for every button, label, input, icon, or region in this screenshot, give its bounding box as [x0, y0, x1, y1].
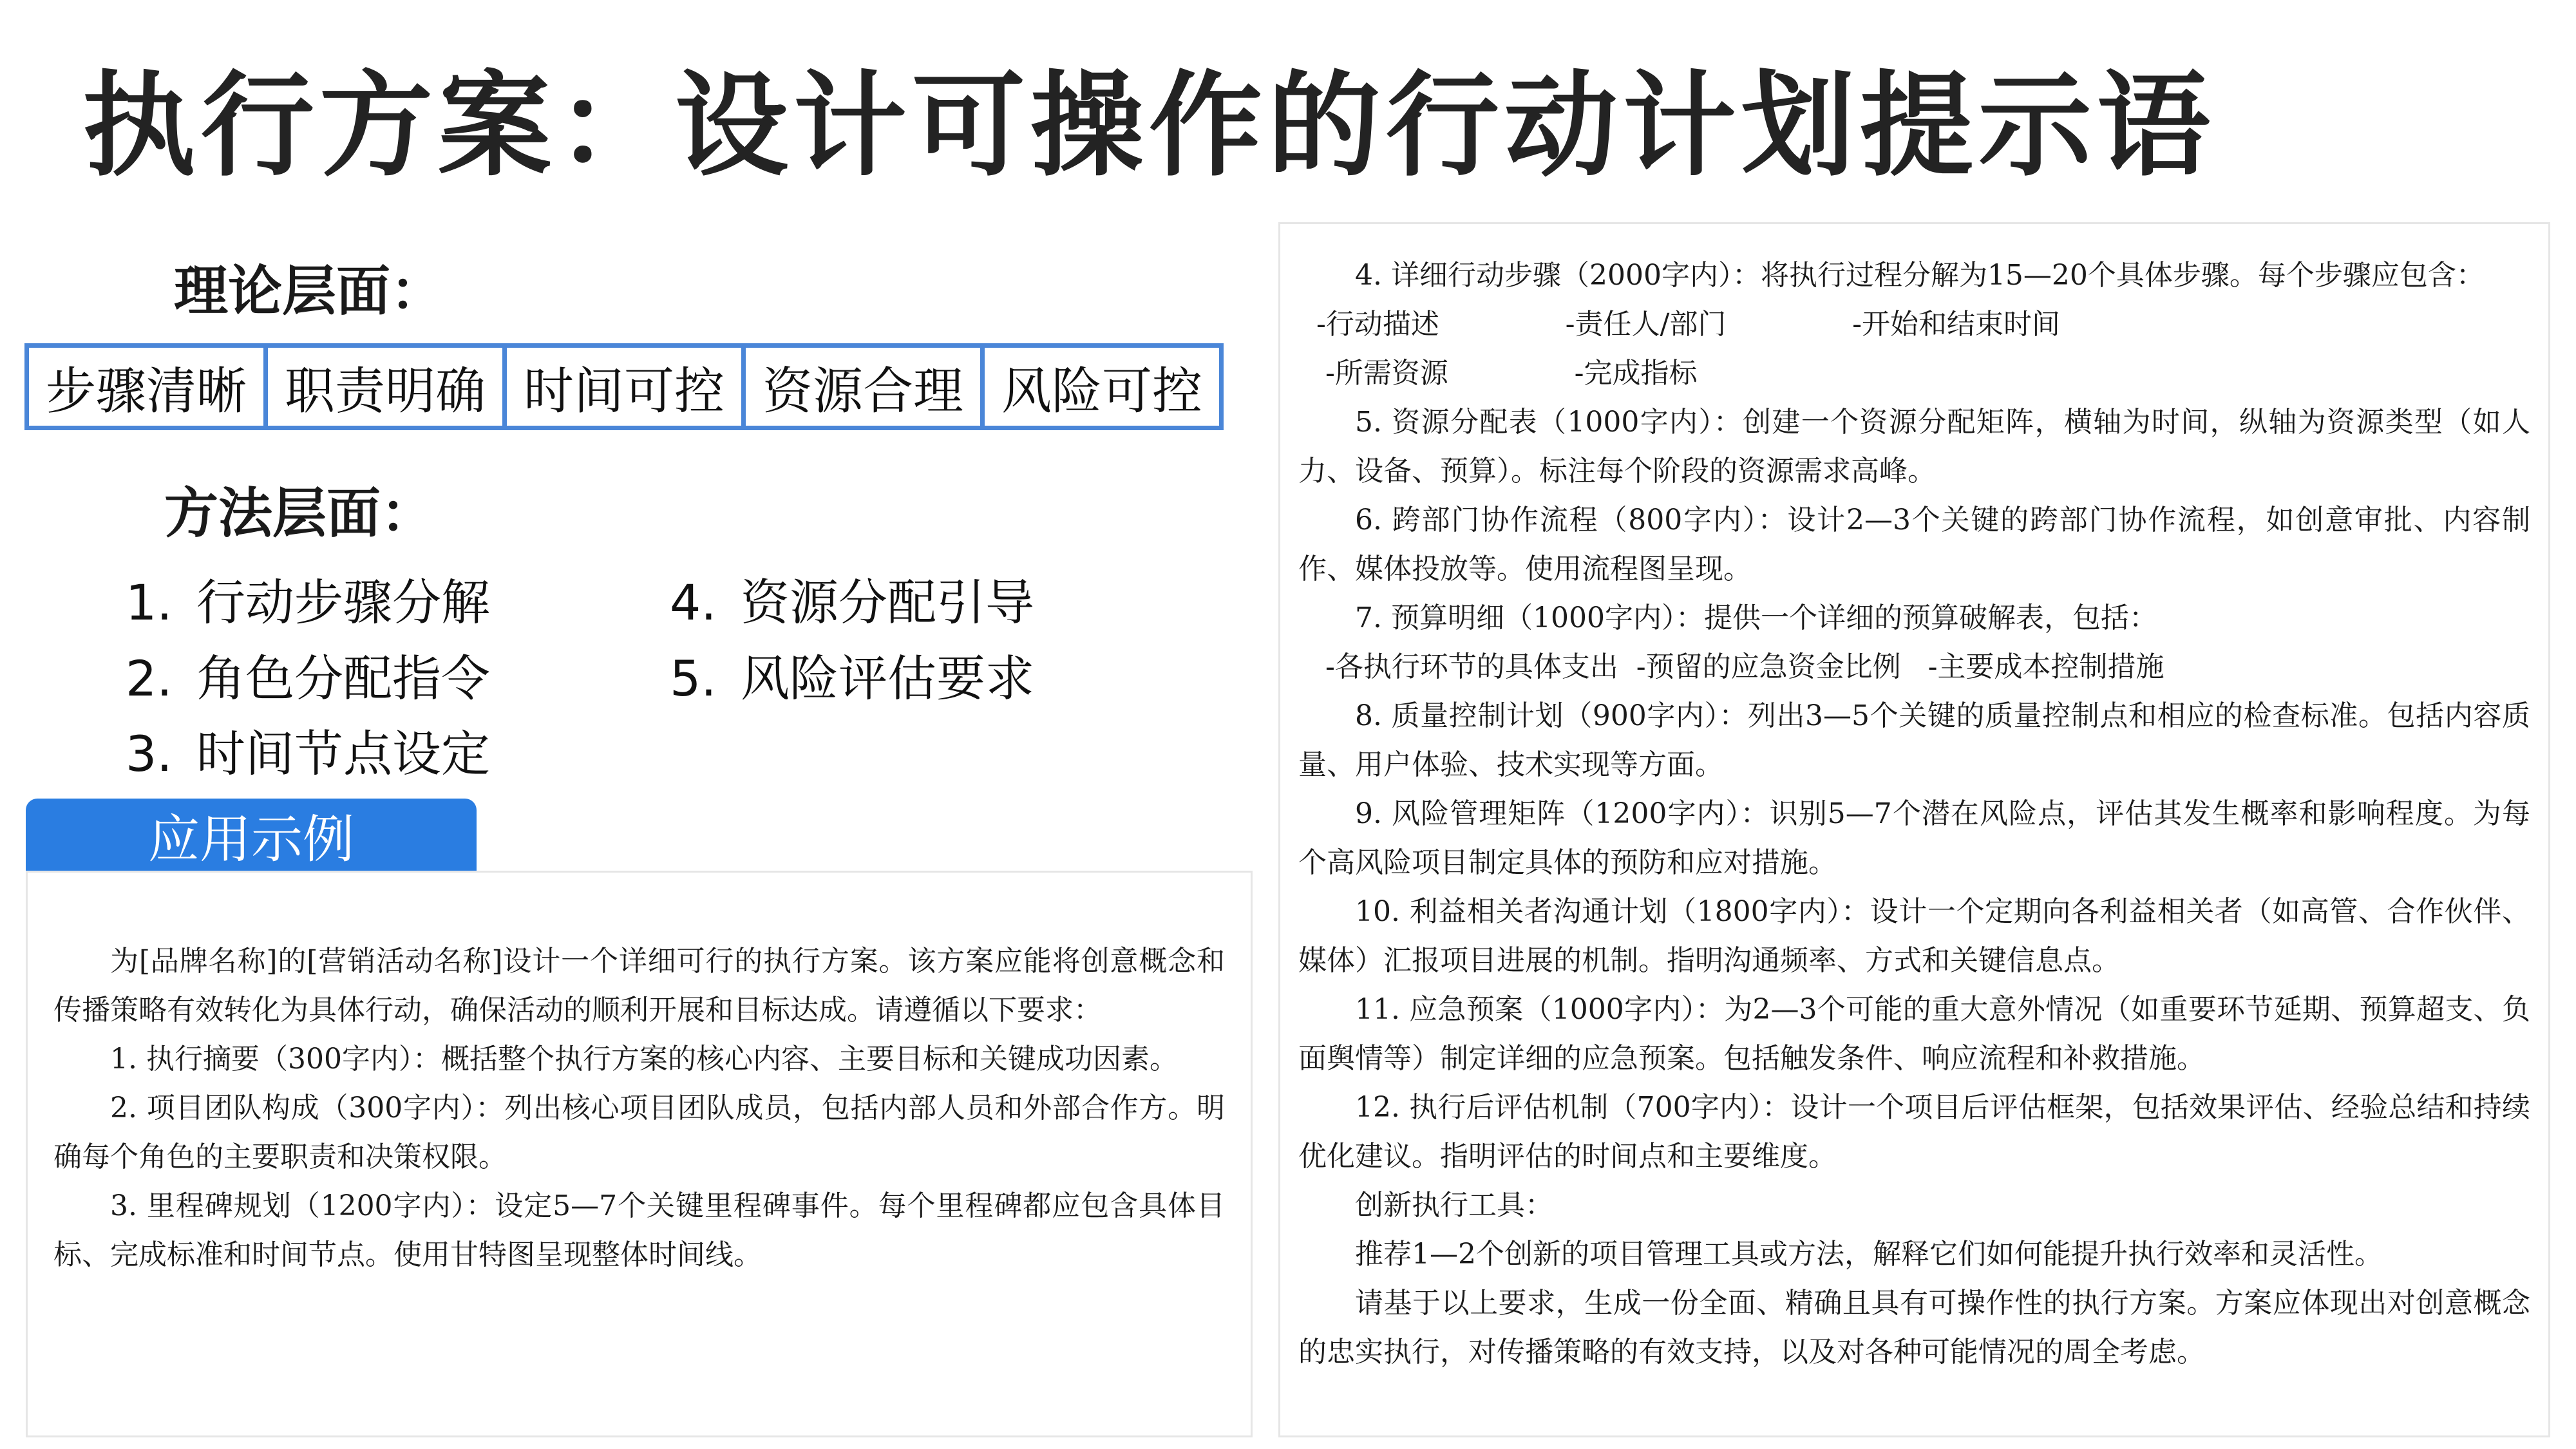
method-item-label: 行动步骤分解 — [196, 574, 490, 631]
keyword-resources-reasonable: 资源合理 — [746, 348, 985, 426]
method-item-label: 资源分配引导 — [741, 574, 1034, 631]
prompt-paragraph: 请基于以上要求，生成一份全面、精确且具有可操作性的执行方案。方案应体现出对创意概念的忠实执行，对传播策略的有效支持，以及对各种可能情况的周全考虑。 — [1298, 1287, 2530, 1368]
prompt-paragraph: 8. 质量控制计划（900字内）：列出3—5个关键的质量控制点和相应的检查标准。包括内容质量、用户体验、技术实现等方面。 — [1298, 699, 2530, 781]
prompt-paragraph: 3. 里程碑规划（1200字内）：设定5—7个关键里程碑事件。每个里程碑都应包含具体目标、完成标准和时间节点。使用甘特图呈现整体时间线。 — [53, 1189, 1225, 1271]
method-item — [670, 639, 1034, 710]
prompt-sublist: -所需资源 -完成指标 — [1298, 357, 1698, 390]
keyword-responsibility-clear: 职责明确 — [268, 348, 507, 426]
method-item-number: 1. — [126, 574, 173, 631]
method-item-number: 4. — [670, 574, 717, 631]
keyword-row — [24, 343, 1224, 430]
prompt-paragraph: 11. 应急预案（1000字内）：为2—3个可能的重大意外情况（如重要环节延期、预算超支、负面舆情等）制定详细的应急预案。包括触发条件、响应流程和补救措施。 — [1298, 993, 2530, 1075]
theory-heading: 理论层面： — [174, 260, 445, 323]
method-heading: 方法层面： — [164, 482, 435, 545]
prompt-paragraph: 4. 详细行动步骤（2000字内）：将执行过程分解为15—20个具体步骤。每个步骤应包含： — [1355, 259, 2485, 292]
example-prompt-panel-right — [1278, 222, 2550, 1437]
example-tab: 应用示例 — [26, 799, 477, 871]
prompt-paragraph: 推荐1—2个创新的项目管理工具或方法，解释它们如何能提升执行效率和灵活性。 — [1355, 1238, 2383, 1271]
method-item-label: 风险评估要求 — [741, 650, 1034, 707]
prompt-paragraph: 9. 风险管理矩阵（1200字内）：识别5—7个潜在风险点，评估其发生概率和影响程度。为每个高风险项目制定具体的预防和应对措施。 — [1298, 797, 2530, 879]
method-item — [126, 715, 490, 785]
method-item-number: 5. — [670, 650, 717, 707]
keyword-time-controllable: 时间可控 — [507, 348, 746, 426]
prompt-paragraph: 7. 预算明细（1000字内）：提供一个详细的预算破解表，包括： — [1355, 601, 2157, 634]
method-item — [670, 564, 1034, 634]
prompt-paragraph: 为[品牌名称]的[营销活动名称]设计一个详细可行的执行方案。该方案应能将创意概念和传播策略有效转化为具体行动，确保活动的顺利开展和目标达成。请遵循以下要求： — [53, 945, 1225, 1027]
method-item — [126, 564, 490, 634]
prompt-paragraph: 6. 跨部门协作流程（800字内）：设计2—3个关键的跨部门协作流程，如创意审批、内容制作、媒体投放等。使用流程图呈现。 — [1298, 504, 2530, 585]
prompt-sublist: -行动描述 -责任人/部门 -开始和结束时间 — [1298, 308, 2061, 341]
keyword-steps-clear: 步骤清晰 — [29, 348, 268, 426]
prompt-paragraph: 创新执行工具： — [1355, 1189, 1553, 1222]
prompt-paragraph: 5. 资源分配表（1000字内）：创建一个资源分配矩阵，横轴为时间，纵轴为资源类型（如人力、设备、预算）。标注每个阶段的资源需求高峰。 — [1298, 406, 2530, 488]
keyword-risk-controllable: 风险可控 — [1001, 362, 1202, 421]
page-title: 执行方案：设计可操作的行动计划提示语 — [82, 60, 2216, 192]
method-item — [126, 639, 490, 710]
example-prompt-panel-left — [26, 871, 1253, 1437]
method-item-label: 时间节点设定 — [196, 725, 490, 782]
method-item-number: 3. — [126, 725, 173, 782]
prompt-paragraph: 12. 执行后评估机制（700字内）：设计一个项目后评估框架，包括效果评估、经验总结和持续优化建议。指明评估的时间点和主要维度。 — [1298, 1091, 2530, 1173]
prompt-paragraph: 2. 项目团队构成（300字内）：列出核心项目团队成员，包括内部人员和外部合作方。明确每个角色的主要职责和决策权限。 — [53, 1092, 1225, 1173]
prompt-paragraph: 1. 执行摘要（300字内）：概括整个执行方案的核心内容、主要目标和关键成功因素。 — [110, 1043, 1178, 1075]
prompt-paragraph: 10. 利益相关者沟通计划（1800字内）：设计一个定期向各利益相关者（如高管、合作伙伴、媒体）汇报项目进展的机制。指明沟通频率、方式和关键信息点。 — [1298, 895, 2530, 977]
method-item-label: 角色分配指令 — [196, 650, 490, 707]
prompt-sublist: -各执行环节的具体支出 -预留的应急资金比例 -主要成本控制措施 — [1298, 650, 2164, 683]
method-item-number: 2. — [126, 650, 173, 707]
